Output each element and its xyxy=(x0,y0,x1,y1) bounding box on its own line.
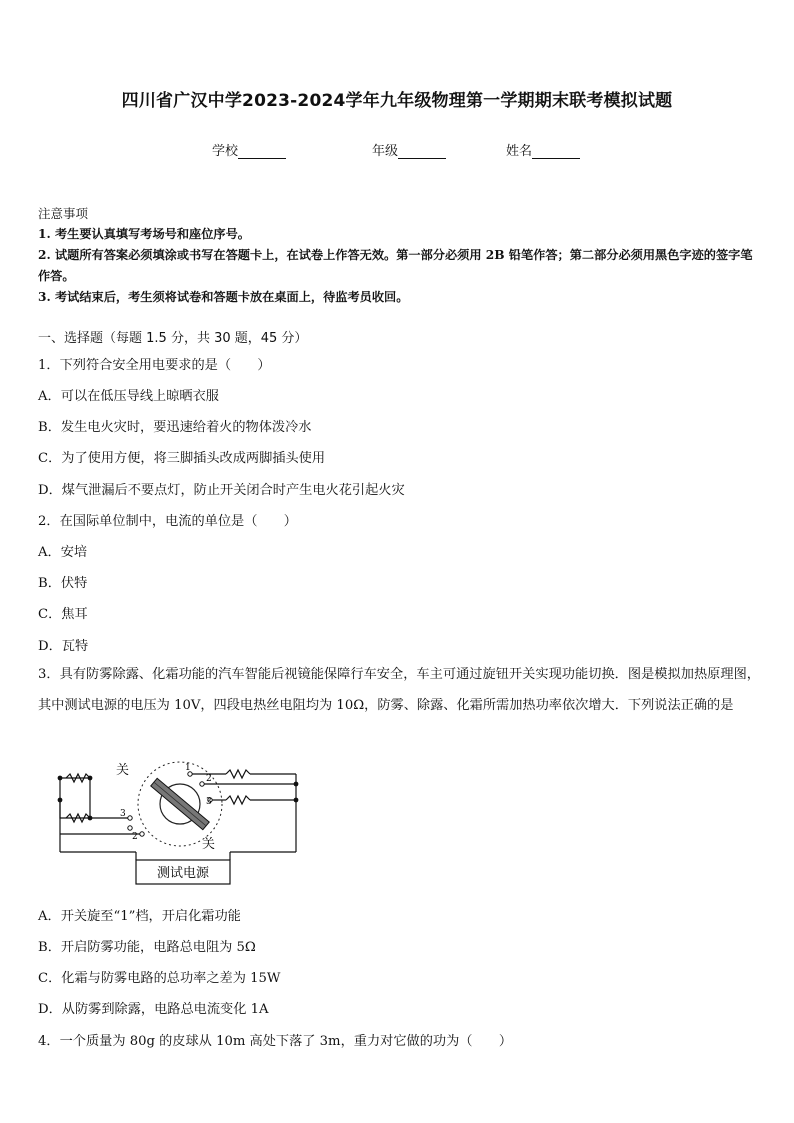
terminal-label-2b: 2 xyxy=(132,832,138,842)
position-label-1: 1 xyxy=(185,763,191,773)
exam-title: 四川省广汉中学2023-2024学年九年级物理第一学期期末联考模拟试题 xyxy=(121,91,673,111)
option-a[interactable]: A．开关旋至“1”档，开启化霜功能 xyxy=(38,909,241,924)
option-a[interactable]: A．可以在低压导线上晾晒衣服 xyxy=(38,389,219,404)
option-d[interactable]: D．瓦特 xyxy=(38,639,89,654)
grade-field[interactable] xyxy=(372,140,446,159)
circuit-diagram xyxy=(50,756,310,888)
option-b[interactable]: B．伏特 xyxy=(38,576,88,591)
question-stem: 4．一个质量为 80g 的皮球从 10m 高处下落了 3m，重力对它做的功为（ ） xyxy=(38,1034,513,1049)
school-label: 学校 xyxy=(212,144,239,159)
option-a[interactable]: A．安培 xyxy=(38,545,88,560)
question-stem: 2．在国际单位制中，电流的单位是（ ） xyxy=(38,514,297,529)
notes-block xyxy=(38,203,760,308)
name-blank[interactable] xyxy=(532,145,580,159)
power-source-label: 测试电源 xyxy=(156,866,210,881)
section-heading: 一、选择题（每题 1.5 分，共 30 题，45 分） xyxy=(38,331,308,346)
terminal-label-3b: 3 xyxy=(120,809,126,819)
school-blank[interactable] xyxy=(238,145,286,159)
option-b[interactable]: B．发生电火灾时，要迅速给着火的物体泼冷水 xyxy=(38,420,312,435)
name-label: 姓名 xyxy=(506,144,533,159)
option-b[interactable]: B．开启防雾功能，电路总电阻为 5Ω xyxy=(38,940,256,955)
off-label-bottom: 关 xyxy=(202,837,216,852)
grade-blank[interactable] xyxy=(398,145,446,159)
circuit-svg xyxy=(50,756,310,888)
note-item: 3. 考试结束后，考生须将试卷和答题卡放在桌面上，待监考员收回。 xyxy=(38,290,409,304)
notes-heading: 注意事项 xyxy=(38,206,89,221)
name-field[interactable] xyxy=(506,140,580,159)
option-c[interactable]: C．化霜与防雾电路的总功率之差为 15W xyxy=(38,971,281,986)
grade-label: 年级 xyxy=(372,144,399,159)
position-label-3: 3 xyxy=(206,797,212,807)
option-c[interactable]: C．为了使用方便，将三脚插头改成两脚插头使用 xyxy=(38,451,326,466)
note-item: 1. 考生要认真填写考场号和座位序号。 xyxy=(38,227,250,241)
question-stem: 1．下列符合安全用电要求的是（ ） xyxy=(38,358,271,373)
resistor-right-bottom xyxy=(226,796,250,804)
school-field[interactable] xyxy=(212,140,286,159)
note-item: 2. 试题所有答案必须填涂或书写在答题卡上，在试卷上作答无效。第一部分必须用 2B 铅笔作答；第二部分必须用黑色字迹的签字笔作答。 xyxy=(38,248,753,283)
question-stem: 3．具有防雾除露、化霜功能的汽车智能后视镜能保障行车安全，车主可通过旋钮开关实现功能切换．图是模拟加热原理图，其中测试电源的电压为 10V，四段电热丝电阻均为 10Ω，防雾、除露、化霜所需加热功率依次增大．下列说法正确的是 xyxy=(38,667,760,713)
option-c[interactable]: C．焦耳 xyxy=(38,607,88,622)
left-wire xyxy=(60,778,90,818)
off-label-top: 关 xyxy=(116,763,130,778)
option-d[interactable]: D．煤气泄漏后不要点灯，防止开关闭合时产生电火花引起火灾 xyxy=(38,483,405,498)
option-d[interactable]: D．从防雾到除露，电路总电流变化 1A xyxy=(38,1002,269,1017)
resistor-right-top xyxy=(226,770,250,778)
position-label-2: 2 xyxy=(206,774,212,784)
